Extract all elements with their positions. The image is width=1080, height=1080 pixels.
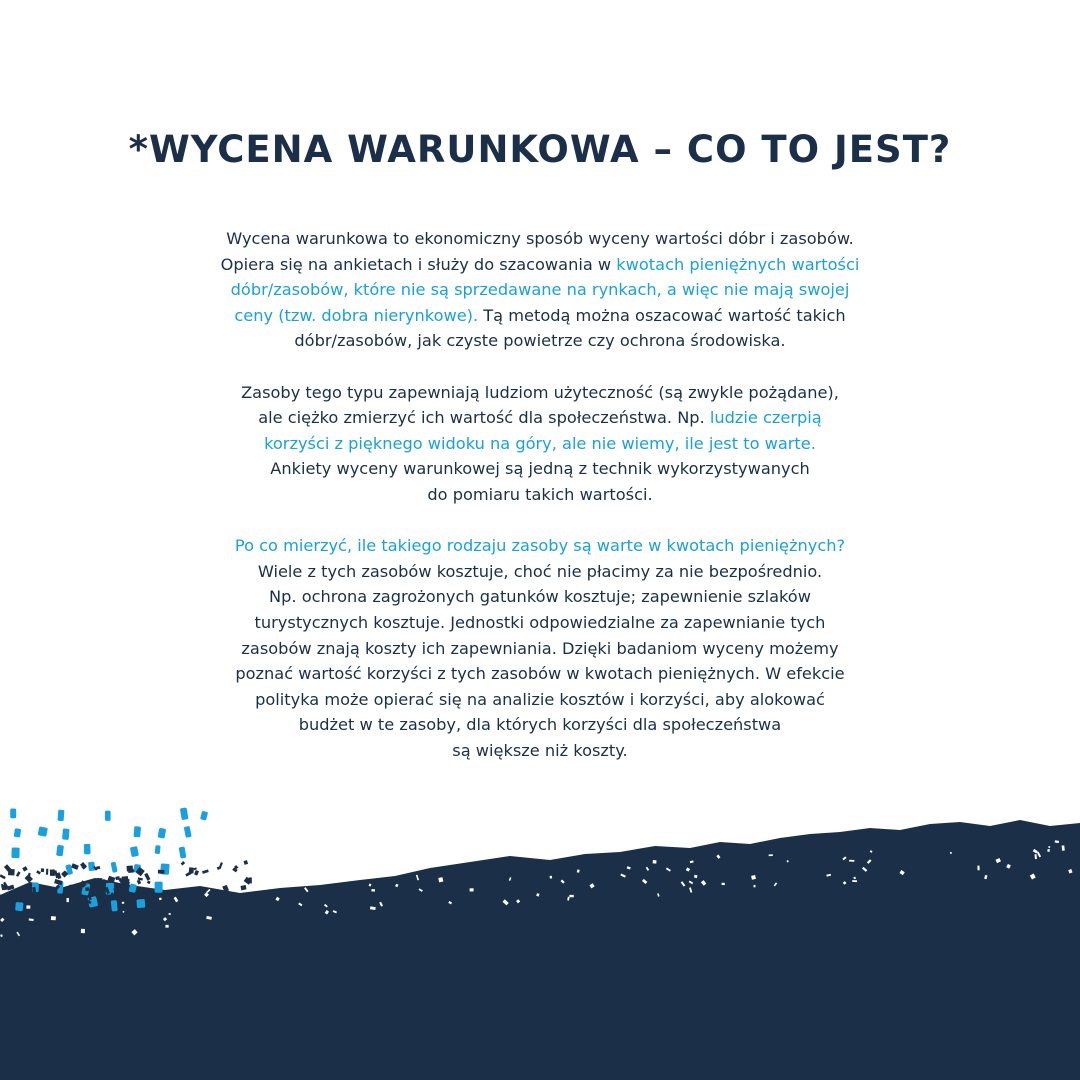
- navy-speckle: [97, 878, 103, 881]
- navy-speckle: [218, 862, 223, 869]
- text-line: [140, 277, 940, 303]
- white-fleck: [371, 889, 375, 892]
- text-line: [140, 431, 940, 457]
- blue-speckle: [105, 811, 111, 821]
- navy-speckle: [16, 871, 21, 877]
- navy-speckle: [137, 926, 140, 930]
- navy-speckle: [71, 863, 79, 870]
- highlighted-text: dóbr/zasobów, które nie są sprzedawane na rynkach, a więc nie mają swojej: [230, 280, 850, 300]
- text-line: [140, 482, 940, 508]
- blue-speckle: [155, 845, 161, 854]
- navy-speckle: [22, 866, 28, 871]
- navy-speckle: [121, 880, 129, 887]
- text-segment: Wiele z tych zasobów kosztuje, choć nie płacimy za nie bezpośrednio.: [257, 561, 823, 581]
- highlighted-text: ceny (tzw. dobra nierynkowe).: [234, 305, 479, 325]
- text-line: [140, 226, 940, 252]
- white-fleck: [694, 875, 697, 878]
- blue-speckle: [155, 882, 163, 893]
- blue-speckle: [11, 847, 19, 858]
- white-fleck: [26, 905, 30, 908]
- blue-speckle: [10, 808, 16, 818]
- white-fleck: [159, 898, 162, 900]
- navy-speckle: [208, 893, 214, 899]
- white-fleck: [438, 877, 443, 882]
- navy-speckle: [55, 901, 62, 906]
- navy-speckle: [128, 869, 134, 873]
- text-segment: turystycznych kosztuje. Jednostki odpowiedzialne za zapewnianie tych: [254, 612, 826, 632]
- text-segment: Opiera się na ankietach i służy do szacowania w: [220, 254, 617, 274]
- white-fleck: [67, 898, 69, 902]
- white-fleck: [51, 916, 56, 920]
- text-line: [140, 380, 940, 406]
- white-fleck: [1062, 845, 1065, 850]
- white-fleck: [849, 860, 854, 862]
- text-line: [140, 559, 940, 585]
- highlighted-text: kwotach pieniężnych wartości: [616, 254, 860, 274]
- blue-speckle: [111, 900, 118, 912]
- blue-speckle: [134, 826, 141, 837]
- body-text: [140, 226, 940, 789]
- blue-speckle: [38, 826, 48, 837]
- blue-speckle: [111, 862, 118, 873]
- white-fleck: [122, 902, 124, 904]
- navy-speckle: [46, 869, 48, 875]
- highlighted-text: korzyści z pięknego widoku na góry, ale nie wiemy, ile jest to warte.: [264, 433, 816, 453]
- white-fleck: [769, 854, 773, 856]
- navy-speckle: [249, 877, 252, 883]
- navy-speckle: [50, 869, 55, 876]
- text-segment: Zasoby tego typu zapewniają ludziom użyteczność (są zwykle pożądane),: [241, 382, 839, 402]
- blue-speckle: [179, 846, 187, 858]
- white-fleck: [852, 880, 857, 882]
- text-line: [140, 328, 940, 354]
- blue-speckle: [56, 845, 64, 856]
- navy-speckle: [25, 874, 33, 882]
- text-segment: ale ciężko zmierzyć ich wartość dla społeczeństwa. Np.: [258, 408, 710, 428]
- white-fleck: [653, 860, 657, 864]
- blue-speckle: [130, 846, 139, 857]
- highlighted-text: ludzie czerpią: [709, 408, 822, 428]
- text-line: [140, 687, 940, 713]
- navy-speckle: [85, 887, 89, 891]
- text-segment: dóbr/zasobów, jak czyste powietrze czy ochrona środowiska.: [294, 331, 786, 351]
- paragraph: [140, 226, 940, 354]
- text-segment: Wycena warunkowa to ekonomiczny sposób wyceny wartości dóbr i zasobów.: [226, 229, 854, 248]
- blue-speckle: [136, 899, 145, 908]
- white-fleck: [550, 876, 553, 879]
- paragraph: [140, 533, 940, 763]
- white-fleck: [751, 875, 756, 880]
- blue-speckle: [184, 826, 192, 838]
- text-segment: zasobów znają koszty ich zapewniania. Dzięki badaniom wyceny możemy: [241, 638, 839, 658]
- white-fleck: [1047, 849, 1050, 852]
- white-fleck: [81, 929, 85, 933]
- white-fleck: [977, 866, 979, 871]
- white-fleck: [753, 885, 755, 888]
- blue-speckle: [57, 810, 64, 822]
- navy-speckle: [194, 867, 197, 870]
- text-line: [140, 405, 940, 431]
- white-fleck: [722, 883, 725, 885]
- text-line: [140, 610, 940, 636]
- white-fleck: [1048, 846, 1050, 848]
- navy-speckle: [10, 922, 16, 929]
- text-line: [140, 661, 940, 687]
- text-segment: są większe niż koszty.: [452, 740, 628, 760]
- text-segment: Np. ochrona zagrożonych gatunków kosztuje; zapewnienie szlaków: [269, 587, 811, 607]
- navy-speckle: [158, 870, 165, 874]
- text-segment: Tą metodą można oszacować wartość takich: [478, 305, 846, 325]
- navy-speckle: [194, 870, 199, 876]
- navy-speckle: [69, 885, 72, 889]
- text-line: [140, 738, 940, 764]
- navy-speckle: [0, 874, 6, 879]
- navy-speckle: [147, 880, 151, 884]
- blue-speckle: [180, 807, 189, 820]
- navy-speckle: [61, 917, 68, 924]
- navy-speckle: [8, 869, 15, 876]
- text-line: [140, 456, 940, 482]
- text-line: [140, 712, 940, 738]
- navy-speckle: [185, 871, 192, 876]
- white-fleck: [569, 895, 573, 897]
- text-line: [140, 303, 940, 329]
- blue-speckle: [84, 844, 91, 855]
- blue-speckle: [15, 902, 23, 911]
- navy-speckle: [41, 868, 44, 872]
- navy-speckle: [190, 901, 198, 909]
- navy-speckle: [202, 869, 209, 873]
- page-title: *WYCENA WARUNKOWA – CO TO JEST?: [128, 128, 952, 171]
- torn-paper-decoration: [0, 790, 1080, 1080]
- highlighted-text: Po co mierzyć, ile takiego rodzaju zasoby są warte w kwotach pieniężnych?: [234, 536, 846, 556]
- blue-speckle: [14, 828, 21, 837]
- text-segment: budżet w te zasoby, dla których korzyści dla społeczeństwa: [298, 715, 782, 735]
- navy-speckle: [144, 873, 150, 881]
- navy-speckle: [54, 879, 63, 885]
- text-segment: do pomiaru takich wartości.: [427, 484, 653, 504]
- navy-speckle: [240, 885, 246, 890]
- blue-speckle: [200, 811, 208, 821]
- text-segment: Ankiety wyceny warunkowej są jedną z technik wykorzystywanych: [270, 459, 810, 479]
- navy-speckle: [181, 861, 186, 866]
- blue-speckle: [158, 828, 167, 839]
- text-line: [140, 533, 940, 559]
- blue-speckle: [62, 828, 69, 840]
- blue-speckle: [88, 862, 95, 872]
- text-line: [140, 252, 940, 278]
- text-segment: poznać wartość korzyści z tych zasobów w kwotach pieniężnych. W efekcie: [235, 664, 845, 684]
- text-segment: polityka może opierać się na analizie kosztów i korzyści, aby alokować: [255, 689, 825, 709]
- navy-speckle: [36, 870, 41, 874]
- paragraph: [140, 380, 940, 508]
- white-fleck: [165, 925, 168, 928]
- navy-speckle: [181, 914, 186, 919]
- white-fleck: [470, 888, 474, 891]
- navy-speckle: [244, 860, 248, 865]
- navy-torn-edge-shape: [0, 820, 1080, 1080]
- text-line: [140, 584, 940, 610]
- navy-speckle: [137, 880, 142, 885]
- text-line: [140, 636, 940, 662]
